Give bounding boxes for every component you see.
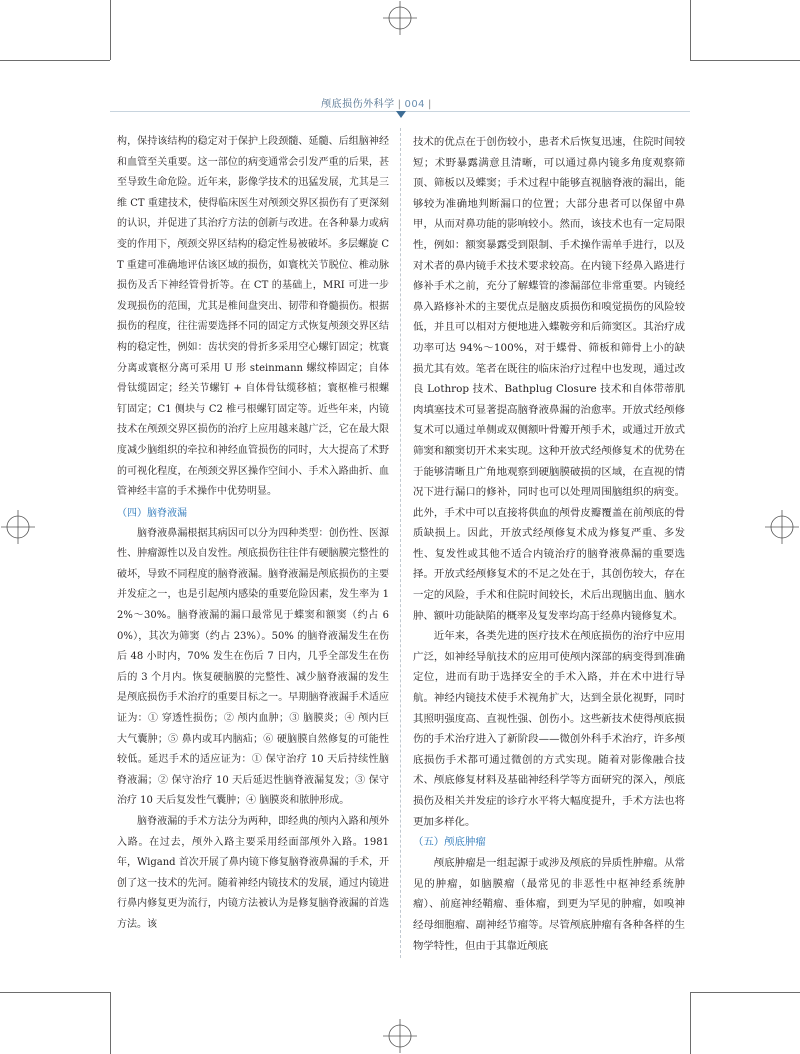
header-separator: | — [397, 99, 402, 110]
header-separator: | — [428, 99, 432, 110]
running-header — [262, 95, 494, 115]
registration-mark-icon — [765, 510, 799, 544]
section-heading: （五）颅底肿瘤 — [413, 836, 486, 849]
paragraph: 脑脊液漏的手术方法分为两种，即经典的颅内入路和颅外入路。在过去，颅外入路主要采用经面部颅外入路。1981 年，Wigand 首次开展了鼻内镜下修复脑脊液鼻漏的手术，开创了这一技术的先河。随着神经内镜技术的发展，通过内镜进行鼻内修复更为流行，内镜方法被认为是修复脑脊液漏的首选方法。该 — [117, 816, 389, 930]
column-divider — [400, 128, 401, 958]
left-column — [117, 132, 389, 936]
paragraph: 技术的优点在于创伤较小，患者术后恢复迅速，住院时间较短；术野暴露满意且清晰，可以通过鼻内镜多角度观察筛顶、筛板以及蝶窦；手术过程中能够直视脑脊液的漏出，能够较为准确地判断漏口的位置；大部分患者可以保留中鼻甲，从而对鼻功能的影响较小。然而，该技术也有一定局限性，例如：额窦暴露受到限制、手术操作需单手进行，以及对术者的鼻内镜手术技术要求较高。在内镜下经鼻入路进行修补手术之前，充分了解蝶管的渗漏部位非常重要。内镜经鼻入路修补术的主要优点是脑皮质损伤和嗅觉损伤的风险较低，并且可以相对方便地进入蝶鞍旁和后筛窦区。其治疗成功率可达 94%～100%，对于蝶骨、筛板和筛骨上小的缺损尤其有效。笔者在既往的临床治疗过程中也发现，通过改良 Lothrop 技术、Bathplug Closure 技术和自体带蒂肌肉填塞技术可显著提高脑脊液鼻漏的治愈率。开放式经颅修复术可以通过单侧或双侧额叶骨瓣开颅手术，或通过开放式筛窦和额窦切开术来实现。这种开放式经颅修复术的优势在于能够清晰且广角地观察到硬脑膜破损的区域，在直视的情况下进行漏口的修补，同时也可以处理周围脑组织的病变。此外，手术中可以直接将供血的颅骨皮瓣覆盖在前颅底的骨质缺损上。因此，开放式经颅修复术成为修复严重、多发性、复发性或其他不适合内镜治疗的脑脊液鼻漏的重要选择。开放式经颅修复术的不足之处在于，其创伤较大，存在一定的风险，手术和住院时间较长，术后出现脑出血、脑水肿、额叶功能缺陷的概率及复发率均高于经鼻内镜修复术。 — [413, 136, 685, 622]
crop-mark — [690, 60, 800, 61]
crop-mark — [110, 0, 111, 60]
paragraph: 构，保持该结构的稳定对于保护上段颈髓、延髓、后组脑神经和血管至关重要。这一部位的病变通常会引发严重的后果，甚至导致生命危险。近年来，影像学技术的迅猛发展，尤其是三维 CT 重建技术，使得临床医生对颅颈交界区损伤有了更深刻的认识，并促进了其治疗方法的创新与改进。在各种暴力或病变的作用下，颅颈交界区结构的稳定性易被破坏。多层螺旋 CT 重建可准确地评估该区域的损伤，如寰枕关节脱位、椎动脉损伤及舌下神经管骨折等。在 CT 的基础上，MRI 可进一步发现损伤的范围，尤其是椎间盘突出、韧带和脊髓损伤。根据损伤的程度，往往需要选择不同的固定方式恢复颅颈交界区结构的稳定性，例如：齿状突的骨折多采用空心螺钉固定；枕寰分离或寰枢分离可采用 U 形 steinmann 螺纹棒固定；自体骨钛缆固定；经关节螺钉 + 自体骨钛缆移植；寰枢椎弓根螺钉固定；C1 侧块与 C2 椎弓根螺钉固定等。近些年来，内镜技术在颅颈交界区损伤的治疗上应用越来越广泛，它在最大限度减少脑组织的牵拉和神经血管损伤的同时，大大提高了术野的可视化程度，在颅颈交界区操作空间小、手术入路曲折、血管神经丰富的手术操作中优势明显。 — [117, 136, 389, 498]
section-heading: （四）脑脊液漏 — [117, 507, 187, 519]
triangle-marker-icon — [396, 111, 406, 118]
crop-mark — [0, 992, 110, 993]
registration-mark-icon — [383, 1019, 417, 1053]
registration-mark-icon — [383, 1, 417, 35]
crop-mark — [690, 992, 691, 1054]
right-column — [413, 132, 685, 956]
book-title: 颅底损伤外科学 — [321, 99, 395, 110]
crop-mark — [0, 60, 110, 61]
crop-mark — [110, 992, 111, 1054]
paragraph: 颅底肿瘤是一组起源于或涉及颅底的异质性肿瘤。从常见的肿瘤，如脑膜瘤（最常见的非恶性中枢神经系统肿瘤）、前庭神经鞘瘤、垂体瘤，到更为罕见的肿瘤，如嗅神经母细胞瘤、副神经节瘤等。尽管颅底肿瘤有各种各样的生物学特性，但由于其靠近颅底 — [413, 857, 685, 952]
crop-mark — [690, 992, 800, 993]
paragraph: 脑脊液鼻漏根据其病因可以分为四种类型：创伤性、医源性、肿瘤源性以及自发性。颅底损伤往往伴有硬脑膜完整性的破坏，导致不同程度的脑脊液漏。脑脊液漏是颅底损伤的主要并发症之一，也是引起颅内感染的重要危险因素，发生率为 12%～30%。脑脊液漏的漏口最常见于蝶窦和额窦（约占 60%），其次为筛窦（约占 23%）。50% 的脑脊液漏发生在伤后 48 小时内，70% 发生在伤后 7 日内，几乎全部发生在伤后的 3 个月内。恢复硬脑膜的完整性、减少脑脊液漏的发生是颅底损伤手术治疗的重要目标之一。早期脑脊液漏手术适应证为：① 穿透性损伤；② 颅内血肿；③ 脑膜炎；④ 颅内巨大气囊肿；⑤ 鼻内或耳内脑疝；⑥ 硬脑膜自然修复的可能性较低。延迟手术的适应证为：① 保守治疗 10 天后持续性脑脊液漏；② 保守治疗 10 天后延迟性脑脊液漏复发；③ 保守治疗 10 天后复发性气囊肿；④ 脑膜炎和脓肿形成。 — [117, 527, 389, 807]
crop-mark — [690, 0, 691, 60]
registration-mark-icon — [1, 510, 35, 544]
paragraph: 近年来，各类先进的医疗技术在颅底损伤的治疗中应用广泛，如神经导航技术的应用可使颅内深部的病变得到准确定位，进而有助于选择安全的手术入路，并在术中进行导航。神经内镜技术使手术视角扩大，达到全景化视野，同时其照明强度高、直视性强、创伤小。这些新技术使得颅底损伤的手术治疗进入了新阶段——微创外科手术治疗，许多颅底损伤手术都可通过微创的方式实现。随着对影像融合技术、颅底修复材料及基础神经科学等方面研究的深入，颅底损伤及相关并发症的诊疗水平将大幅度提升，手术方法也将更加多样化。 — [413, 630, 685, 828]
page-number: 004 — [404, 99, 426, 110]
